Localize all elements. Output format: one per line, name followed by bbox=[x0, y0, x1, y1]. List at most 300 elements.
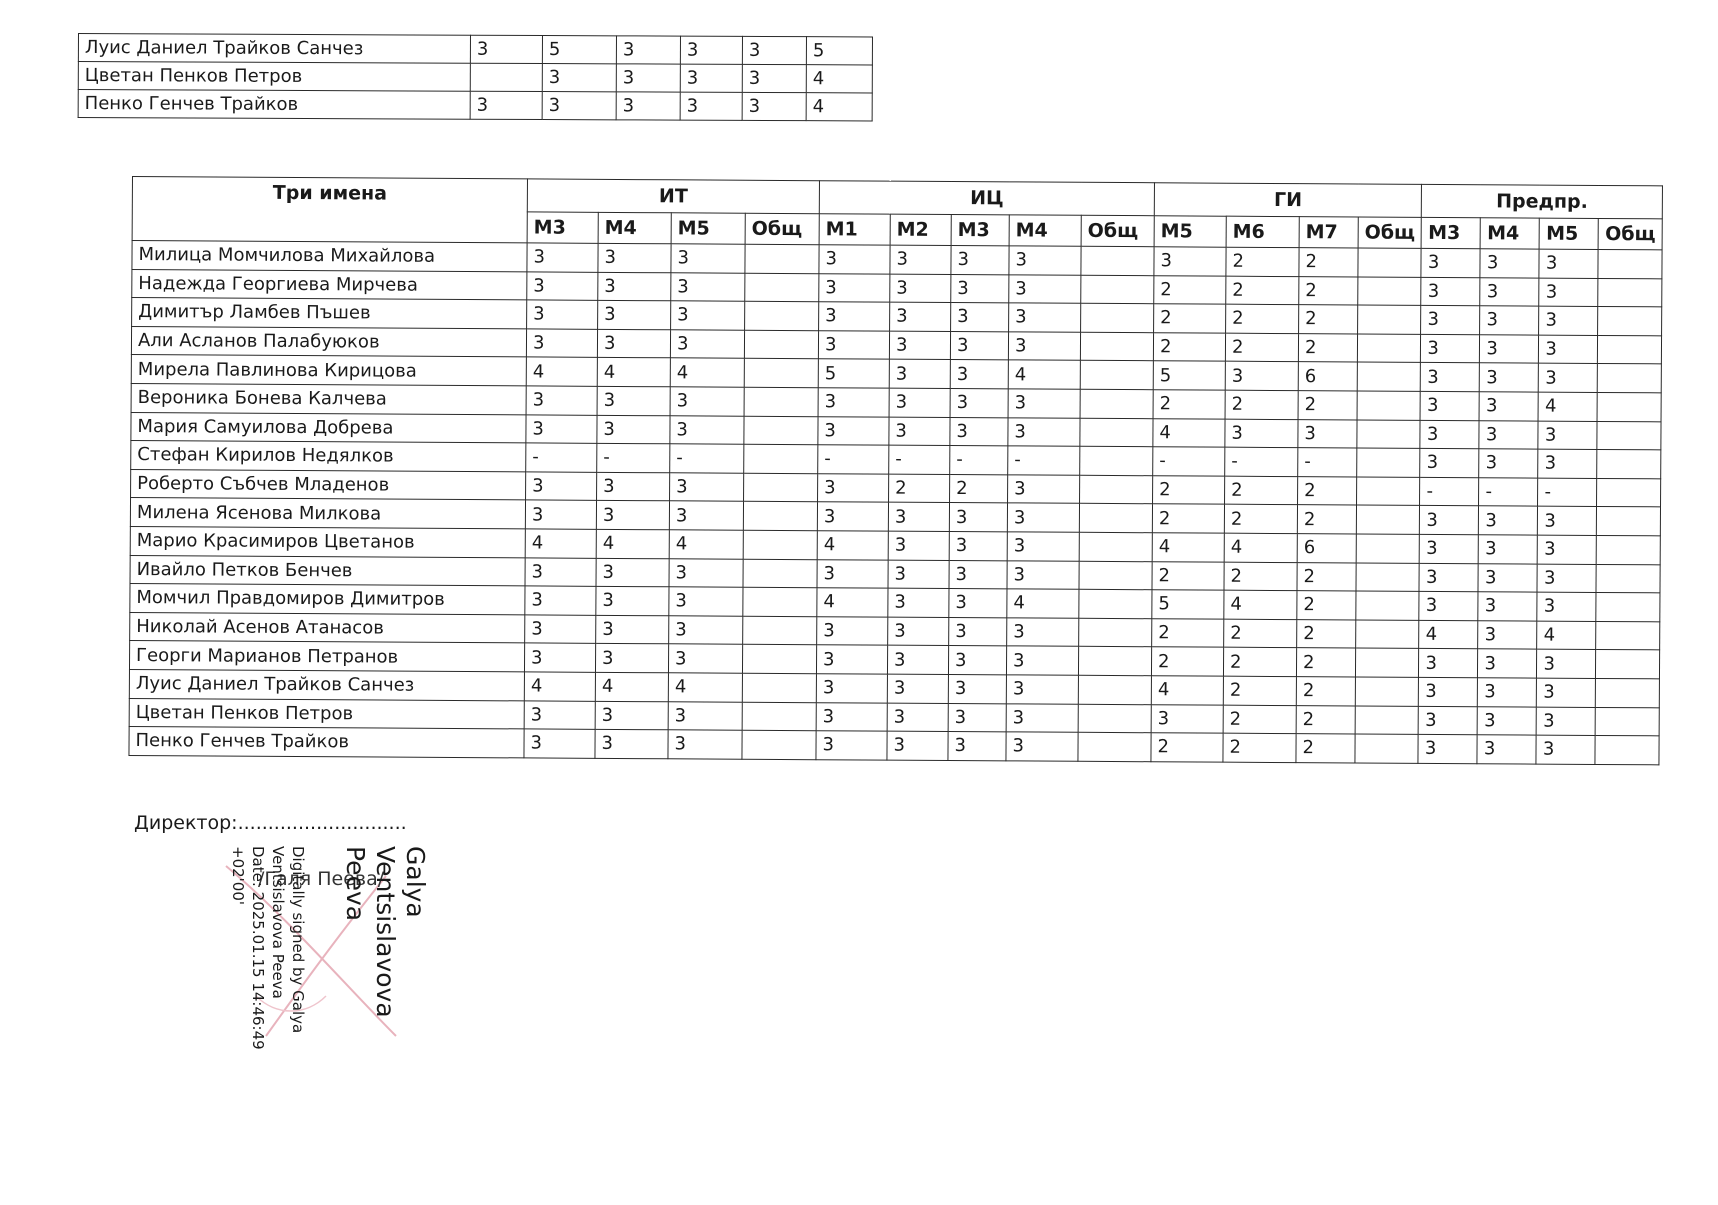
grade-cell: 3 bbox=[1421, 277, 1480, 306]
grade-cell: 3 bbox=[1539, 249, 1598, 278]
grade-cell: 2 bbox=[1224, 505, 1297, 534]
grade-cell: 3 bbox=[1419, 706, 1478, 735]
grade-cell bbox=[1598, 249, 1662, 278]
grade-cell: 3 bbox=[1009, 303, 1081, 332]
grade-cell: 3 bbox=[1537, 649, 1596, 678]
grade-cell bbox=[1080, 475, 1153, 504]
student-name-cell: Мирела Павлинова Кирицова bbox=[131, 355, 526, 386]
signature-meta-line: Digitally signed by Galya bbox=[289, 846, 307, 1034]
grade-cell bbox=[1356, 563, 1420, 592]
grade-cell: 3 bbox=[1007, 560, 1079, 589]
grade-cell: 3 bbox=[818, 388, 889, 417]
subject-group-header: Предпр. bbox=[1422, 184, 1663, 218]
grade-cell: 3 bbox=[670, 473, 744, 502]
module-header: М7 bbox=[1299, 217, 1358, 248]
grade-cell bbox=[1597, 392, 1661, 421]
grade-cell: 3 bbox=[616, 92, 680, 120]
module-header: Общ bbox=[745, 213, 819, 244]
grade-cell bbox=[1356, 534, 1420, 563]
grade-cell bbox=[1357, 477, 1421, 506]
grade-cell: - bbox=[950, 446, 1008, 475]
grade-cell: 3 bbox=[1008, 417, 1080, 446]
grade-cell: 3 bbox=[949, 589, 1007, 618]
grade-cell: 2 bbox=[1298, 391, 1357, 420]
student-name-cell: Димитър Ламбев Пъшев bbox=[132, 298, 527, 329]
grade-cell bbox=[1356, 591, 1420, 620]
student-name-cell: Стефан Кирилов Недялков bbox=[131, 441, 526, 472]
grade-cell: 3 bbox=[890, 274, 951, 303]
grade-cell: 5 bbox=[818, 359, 889, 388]
grade-cell: 3 bbox=[1478, 706, 1537, 735]
student-name-cell: Мария Самуилова Добрева bbox=[131, 412, 526, 443]
grade-cell bbox=[1078, 732, 1151, 761]
grade-cell: 3 bbox=[470, 35, 542, 63]
grade-cell: 3 bbox=[950, 331, 1008, 360]
grade-cell: 3 bbox=[1537, 678, 1596, 707]
grade-cell: 4 bbox=[669, 530, 743, 559]
signature-name-line: Ventsislavova bbox=[371, 846, 400, 1018]
grade-cell bbox=[742, 702, 816, 731]
grade-cell: - bbox=[1298, 448, 1357, 477]
grade-cell: 4 bbox=[1419, 620, 1478, 649]
grade-cell: 3 bbox=[524, 729, 595, 758]
grade-cell: 3 bbox=[595, 644, 668, 673]
grade-cell bbox=[744, 416, 818, 445]
student-name-cell: Роберто Събчев Младенов bbox=[131, 469, 526, 500]
grade-cell bbox=[1357, 362, 1421, 391]
grade-cell: 3 bbox=[1539, 278, 1598, 307]
grade-cell: 2 bbox=[1223, 705, 1296, 734]
signature-name bbox=[330, 846, 430, 1046]
grade-cell: 3 bbox=[524, 643, 595, 672]
grade-cell: 3 bbox=[949, 503, 1007, 532]
grade-cell: 2 bbox=[1297, 591, 1356, 620]
grade-cell: 3 bbox=[597, 386, 670, 415]
grade-cell: 3 bbox=[1478, 620, 1537, 649]
grade-cell: 3 bbox=[817, 502, 888, 531]
grade-cell: 3 bbox=[819, 245, 890, 274]
grade-cell: 3 bbox=[470, 91, 542, 119]
grade-cell: 5 bbox=[1152, 590, 1224, 619]
grade-cell: - bbox=[889, 445, 950, 474]
grade-cell bbox=[1079, 504, 1152, 533]
subject-group-header: ИТ bbox=[527, 179, 819, 214]
top-grades-table bbox=[78, 33, 873, 121]
grade-cell: 3 bbox=[598, 272, 671, 301]
subject-group-header: ГИ bbox=[1154, 183, 1422, 218]
grade-cell: 2 bbox=[1296, 677, 1355, 706]
grade-cell: 2 bbox=[950, 474, 1008, 503]
grade-cell: 3 bbox=[542, 64, 616, 92]
grade-cell: 3 bbox=[1419, 649, 1478, 678]
grade-cell bbox=[742, 730, 816, 759]
grade-cell: 2 bbox=[1226, 276, 1299, 305]
grade-cell bbox=[1358, 277, 1422, 306]
grade-cell bbox=[1080, 361, 1153, 390]
grade-cell: - bbox=[1153, 447, 1225, 476]
grade-cell: 3 bbox=[596, 586, 669, 615]
grade-cell: 3 bbox=[1298, 419, 1357, 448]
grade-cell: 3 bbox=[1479, 420, 1538, 449]
grade-cell: 3 bbox=[887, 674, 948, 703]
grade-cell: 3 bbox=[819, 302, 890, 331]
grade-cell: 3 bbox=[889, 417, 950, 446]
module-header: М4 bbox=[1009, 215, 1081, 246]
grade-cell: 2 bbox=[1299, 276, 1358, 305]
grade-cell: 3 bbox=[888, 588, 949, 617]
grade-cell: 3 bbox=[949, 617, 1007, 646]
grade-cell: 3 bbox=[1421, 334, 1480, 363]
grade-cell: 3 bbox=[670, 415, 744, 444]
grade-cell: - bbox=[1008, 446, 1080, 475]
grade-cell: 3 bbox=[670, 387, 744, 416]
grade-cell: 3 bbox=[742, 64, 806, 92]
grade-cell bbox=[745, 301, 819, 330]
grade-cell bbox=[1598, 364, 1662, 393]
grade-cell: 3 bbox=[1479, 506, 1538, 535]
grade-cell: 3 bbox=[1539, 335, 1598, 364]
grade-cell: 2 bbox=[1226, 304, 1299, 333]
grade-cell: 2 bbox=[1298, 476, 1357, 505]
grade-cell: 3 bbox=[887, 703, 948, 732]
grade-cell bbox=[1079, 589, 1152, 618]
grade-cell: 3 bbox=[890, 302, 951, 331]
grade-cell: 3 bbox=[1539, 306, 1598, 335]
grade-cell: 4 bbox=[817, 588, 888, 617]
grade-cell bbox=[1356, 505, 1420, 534]
grade-cell: 4 bbox=[595, 672, 668, 701]
grade-cell: 3 bbox=[887, 731, 948, 760]
grade-cell: 2 bbox=[1299, 305, 1358, 334]
grade-cell: - bbox=[818, 445, 889, 474]
signature-name-line: Peeva bbox=[341, 846, 370, 922]
grade-cell bbox=[1598, 335, 1662, 364]
grade-cell: 3 bbox=[818, 416, 889, 445]
grade-cell: 3 bbox=[525, 586, 596, 615]
grade-cell bbox=[1358, 305, 1422, 334]
grade-cell: 3 bbox=[948, 703, 1006, 732]
grade-cell: 3 bbox=[948, 674, 1006, 703]
module-header: М5 bbox=[671, 213, 745, 244]
grade-cell: 3 bbox=[817, 616, 888, 645]
student-name-cell: Пенко Генчев Трайков bbox=[129, 727, 524, 758]
grade-cell: 2 bbox=[1223, 647, 1296, 676]
grade-cell: 2 bbox=[1225, 333, 1298, 362]
grade-cell: 4 bbox=[525, 529, 596, 558]
grade-cell bbox=[743, 587, 817, 616]
student-name-cell: Георги Марианов Петранов bbox=[129, 641, 524, 672]
student-name-cell: Цветан Пенков Петров bbox=[129, 698, 524, 729]
grade-cell: 4 bbox=[1537, 621, 1596, 650]
grade-cell: 2 bbox=[1151, 647, 1223, 676]
grade-cell bbox=[1080, 332, 1153, 361]
student-name-cell: Милена Ясенова Милкова bbox=[130, 498, 525, 529]
grade-cell bbox=[1080, 418, 1153, 447]
grade-cell: 3 bbox=[525, 500, 596, 529]
grade-cell: 2 bbox=[1297, 619, 1356, 648]
grade-cell: 3 bbox=[1151, 704, 1223, 733]
module-header: М3 bbox=[527, 212, 598, 243]
director-name: /Галя Пеева/ bbox=[258, 868, 385, 890]
grade-cell: 2 bbox=[1299, 248, 1358, 277]
grade-cell: 3 bbox=[1007, 503, 1079, 532]
grade-cell bbox=[1081, 303, 1154, 332]
grade-cell: 4 bbox=[1008, 360, 1080, 389]
grade-cell: 3 bbox=[669, 558, 743, 587]
signature-meta bbox=[208, 846, 308, 1050]
grade-cell: 2 bbox=[1225, 390, 1298, 419]
grade-cell: 3 bbox=[597, 472, 670, 501]
grade-cell: 3 bbox=[525, 615, 596, 644]
grade-cell: 4 bbox=[1007, 589, 1079, 618]
grade-cell: 3 bbox=[1009, 246, 1081, 275]
grade-cell: 2 bbox=[1154, 275, 1226, 304]
grade-cell: 2 bbox=[889, 474, 950, 503]
grade-cell: 3 bbox=[1480, 363, 1539, 392]
grade-cell bbox=[1596, 564, 1660, 593]
grade-cell: 3 bbox=[1538, 449, 1597, 478]
grade-cell bbox=[1080, 389, 1153, 418]
student-name-cell: Луис Даниел Трайков Санчез bbox=[129, 669, 524, 700]
grade-cell: 4 bbox=[526, 357, 597, 386]
grade-cell bbox=[1597, 478, 1661, 507]
grade-cell: 3 bbox=[1536, 735, 1595, 764]
grade-cell bbox=[1596, 593, 1660, 622]
module-header: М4 bbox=[1481, 218, 1540, 249]
grade-cell: 2 bbox=[1153, 333, 1225, 362]
grade-cell: 3 bbox=[1009, 274, 1081, 303]
top-table-row bbox=[78, 90, 872, 121]
grade-cell: 6 bbox=[1298, 362, 1357, 391]
grade-cell: 3 bbox=[671, 301, 745, 330]
grade-cell bbox=[742, 645, 816, 674]
grade-cell bbox=[1357, 420, 1421, 449]
grade-cell: 2 bbox=[1152, 504, 1224, 533]
grade-cell: 3 bbox=[1419, 677, 1478, 706]
grade-cell: 3 bbox=[950, 388, 1008, 417]
grade-cell: 4 bbox=[806, 93, 872, 121]
grade-cell: 3 bbox=[526, 414, 597, 443]
module-header: Общ bbox=[1081, 215, 1154, 246]
grade-cell bbox=[1357, 334, 1421, 363]
student-name-cell: Марио Красимиров Цветанов bbox=[130, 526, 525, 557]
grade-cell: 3 bbox=[1537, 707, 1596, 736]
grade-cell bbox=[1355, 677, 1419, 706]
grade-cell: 3 bbox=[742, 36, 806, 64]
grade-cell: 3 bbox=[542, 92, 616, 120]
student-name-cell: Николай Асенов Атанасов bbox=[130, 612, 525, 643]
grade-cell: 3 bbox=[889, 331, 950, 360]
grade-cell: - bbox=[1420, 477, 1479, 506]
grade-cell: 3 bbox=[1480, 277, 1539, 306]
grade-cell: 3 bbox=[525, 557, 596, 586]
grade-cell: - bbox=[1225, 447, 1298, 476]
grade-cell: 2 bbox=[1296, 705, 1355, 734]
grade-cell: 4 bbox=[1224, 590, 1297, 619]
grade-cell bbox=[1079, 618, 1152, 647]
grade-cell bbox=[744, 359, 818, 388]
grade-cell: 4 bbox=[524, 672, 595, 701]
grade-cell: 3 bbox=[1538, 506, 1597, 535]
grade-cell: 3 bbox=[669, 616, 743, 645]
grade-cell: 3 bbox=[888, 617, 949, 646]
module-header: Общ bbox=[1599, 218, 1663, 249]
grade-cell: 3 bbox=[948, 646, 1006, 675]
grade-cell: 3 bbox=[1006, 675, 1078, 704]
grade-cell: 3 bbox=[527, 272, 598, 301]
grade-cell: 3 bbox=[951, 303, 1009, 332]
grade-cell: 3 bbox=[1007, 532, 1079, 561]
grade-cell bbox=[1080, 446, 1153, 475]
student-name-cell: Момчил Правдомиров Димитров bbox=[130, 584, 525, 615]
grade-cell: 2 bbox=[1153, 475, 1225, 504]
grade-cell: - bbox=[526, 443, 597, 472]
director-label: Директор:............................ bbox=[134, 812, 407, 834]
grade-cell: 3 bbox=[1008, 389, 1080, 418]
grade-cell: 3 bbox=[1008, 475, 1080, 504]
grade-cell: 3 bbox=[596, 615, 669, 644]
grade-cell bbox=[1078, 675, 1151, 704]
grade-cell: 2 bbox=[1296, 734, 1355, 763]
grade-cell: 3 bbox=[1479, 535, 1538, 564]
grade-cell: 3 bbox=[524, 700, 595, 729]
grade-cell bbox=[1357, 391, 1421, 420]
grade-cell: 3 bbox=[668, 644, 742, 673]
grade-cell bbox=[743, 616, 817, 645]
grade-cell: 4 bbox=[596, 529, 669, 558]
grade-cell bbox=[743, 502, 817, 531]
grade-cell: 5 bbox=[542, 36, 616, 64]
grade-cell: 3 bbox=[949, 531, 1007, 560]
grade-cell: 3 bbox=[1479, 392, 1538, 421]
grade-cell: 3 bbox=[816, 645, 887, 674]
student-name-cell: Луис Даниел Трайков Санчез bbox=[78, 34, 470, 64]
grade-cell: 3 bbox=[1538, 535, 1597, 564]
grade-cell: 4 bbox=[670, 358, 744, 387]
grade-cell bbox=[1595, 736, 1659, 765]
grade-cell bbox=[743, 530, 817, 559]
grade-cell: 3 bbox=[887, 645, 948, 674]
module-header: М6 bbox=[1226, 216, 1299, 247]
grade-cell: 3 bbox=[1006, 703, 1078, 732]
grade-cell: 2 bbox=[1152, 561, 1224, 590]
grade-cell: 3 bbox=[1478, 563, 1537, 592]
grade-cell: 3 bbox=[951, 274, 1009, 303]
grade-cell: 3 bbox=[1420, 449, 1479, 478]
grade-cell bbox=[1355, 705, 1419, 734]
grade-cell: 3 bbox=[816, 674, 887, 703]
grade-cell: 2 bbox=[1225, 476, 1298, 505]
grade-cell: 3 bbox=[1478, 649, 1537, 678]
grade-cell: 3 bbox=[597, 329, 670, 358]
subject-group-header: ИЦ bbox=[819, 181, 1154, 216]
grade-cell: 5 bbox=[806, 37, 872, 65]
grade-cell: 3 bbox=[1420, 391, 1479, 420]
grade-cell: 3 bbox=[1006, 732, 1078, 761]
name-column-header: Три имена bbox=[132, 177, 527, 243]
grade-cell: 3 bbox=[950, 417, 1008, 446]
grade-cell: 3 bbox=[669, 587, 743, 616]
grade-cell: 3 bbox=[526, 472, 597, 501]
grade-cell: 3 bbox=[596, 501, 669, 530]
grade-cell: 6 bbox=[1297, 534, 1356, 563]
grade-cell: 3 bbox=[1420, 506, 1479, 535]
grade-cell: 3 bbox=[889, 388, 950, 417]
module-header: М4 bbox=[598, 212, 671, 243]
module-header: М5 bbox=[1540, 218, 1599, 249]
grade-cell: 3 bbox=[1420, 420, 1479, 449]
grade-cell: 3 bbox=[1537, 592, 1596, 621]
grade-cell: 2 bbox=[1297, 505, 1356, 534]
grade-cell bbox=[1355, 648, 1419, 677]
grade-cell: 2 bbox=[1223, 676, 1296, 705]
grade-cell: 4 bbox=[597, 358, 670, 387]
grade-cell bbox=[1598, 307, 1662, 336]
grade-cell: 3 bbox=[1418, 734, 1477, 763]
grade-cell: 3 bbox=[1420, 534, 1479, 563]
grade-cell: 3 bbox=[1225, 419, 1298, 448]
main-grades-table bbox=[128, 176, 1662, 765]
grade-cell: 3 bbox=[888, 531, 949, 560]
grade-cell: 3 bbox=[1480, 335, 1539, 364]
grade-cell: 3 bbox=[817, 559, 888, 588]
student-name-cell: Пенко Генчев Трайков bbox=[78, 90, 470, 120]
grade-cell: 2 bbox=[1224, 562, 1297, 591]
module-header: М3 bbox=[951, 215, 1009, 246]
grade-cell: 2 bbox=[1297, 562, 1356, 591]
grade-cell: 3 bbox=[527, 243, 598, 272]
grade-cell bbox=[1597, 535, 1661, 564]
grade-cell bbox=[1596, 678, 1660, 707]
grade-cell: 3 bbox=[1419, 591, 1478, 620]
grade-cell bbox=[1081, 275, 1154, 304]
student-name-cell: Надежда Георгиева Мирчева bbox=[132, 269, 527, 300]
grade-cell bbox=[1079, 561, 1152, 590]
signature-meta-line: Date: 2025.01.15 14:46:49 bbox=[249, 846, 267, 1050]
module-header: М3 bbox=[1422, 217, 1481, 248]
top-table-row bbox=[78, 34, 872, 65]
grade-cell bbox=[744, 330, 818, 359]
grade-cell bbox=[742, 673, 816, 702]
grade-cell: 2 bbox=[1154, 304, 1226, 333]
grade-cell bbox=[1081, 246, 1154, 275]
grade-cell: 3 bbox=[816, 702, 887, 731]
signature-name-line: Galya bbox=[401, 846, 430, 918]
student-name-cell: Цветан Пенков Петров bbox=[78, 62, 470, 92]
grade-cell: 3 bbox=[1419, 563, 1478, 592]
grade-cell bbox=[1355, 734, 1419, 763]
grade-cell: 2 bbox=[1223, 733, 1296, 762]
grade-cell: 3 bbox=[616, 64, 680, 92]
grade-cell: 4 bbox=[1153, 418, 1225, 447]
grade-cell bbox=[1078, 647, 1151, 676]
grade-cell bbox=[745, 273, 819, 302]
grade-cell: 3 bbox=[818, 330, 889, 359]
grade-cell: 3 bbox=[670, 330, 744, 359]
grade-cell: 3 bbox=[1480, 306, 1539, 335]
module-header: Общ bbox=[1358, 217, 1422, 248]
grade-cell: 3 bbox=[888, 560, 949, 589]
top-table-row bbox=[78, 62, 872, 93]
grade-cell: 4 bbox=[806, 65, 872, 93]
grade-cell bbox=[1596, 707, 1660, 736]
grade-cell: 3 bbox=[526, 329, 597, 358]
grade-cell: 3 bbox=[597, 415, 670, 444]
grade-cell: 3 bbox=[951, 246, 1009, 275]
grade-cell: 3 bbox=[1478, 678, 1537, 707]
grade-cell: 2 bbox=[1298, 333, 1357, 362]
grade-cell: 3 bbox=[1479, 449, 1538, 478]
